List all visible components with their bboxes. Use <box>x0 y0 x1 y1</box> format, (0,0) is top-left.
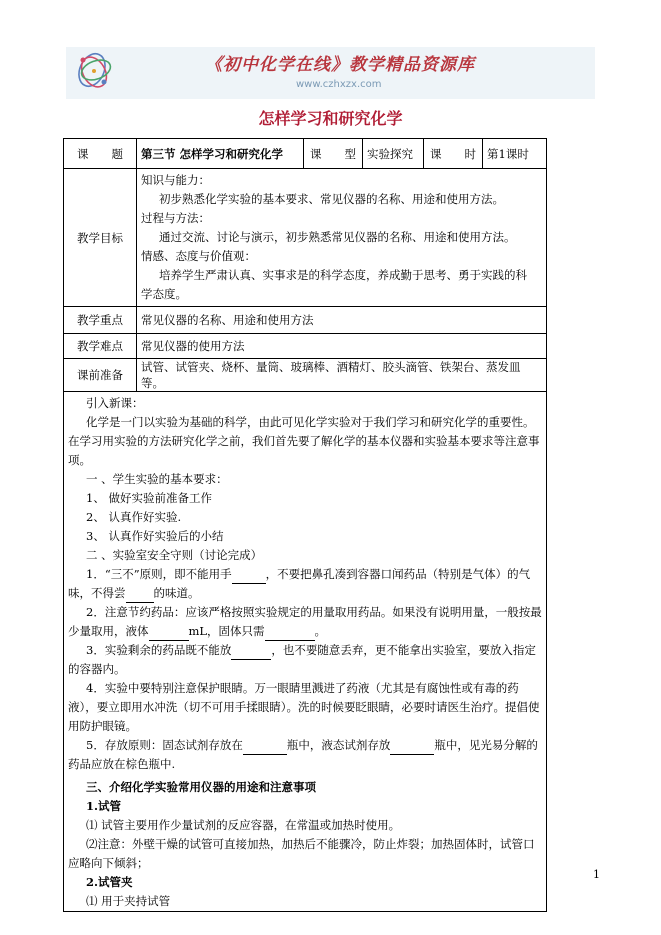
prep-value: 试管、试管夹、烧杯、量筒、玻璃棒、酒精灯、胶头滴管、铁架台、蒸发皿等。 <box>137 359 547 392</box>
section-1-item: 2、 认真作好实验. <box>86 510 182 524</box>
goals-content <box>137 169 547 307</box>
prep-label: 课前准备 <box>64 359 137 392</box>
banner-title: 《初中化学在线》教学精品资源库 <box>205 55 475 75</box>
rule-2: 2．注意节约药品：应该严格按照实验规定的用量取用药品。如果没有说明用量，一般按最少量取用，液体 mL，固体只需 。 <box>68 603 542 641</box>
item-1-line: ⑵注意：外壁干燥的试管可直接加热，加热后不能骤冷，防止炸裂；加热固体时，试管口应略向下倾斜； <box>68 837 535 870</box>
table-row <box>64 139 547 169</box>
section-3-heading: 三、介绍化学实验常用仪器的用途和注意事项 <box>86 780 316 794</box>
document-title: 怎样学习和研究化学 <box>258 109 403 128</box>
goals-line: 初步熟悉化学实验的基本要求、常见仪器的名称、用途和使用方法。 <box>159 192 504 206</box>
page-number: 1 <box>593 868 600 881</box>
lesson-body <box>64 392 547 912</box>
section-1-item: 1、 做好实验前准备工作 <box>86 491 212 505</box>
table-row <box>64 359 547 392</box>
fill-blank[interactable] <box>243 754 287 755</box>
intro-text: 化学是一门以实验为基础的科学，由此可见化学实验对于我们学习和研究化学的重要性。在学习用实验的方法研究化学之前，我们首先要了解化学的基本仪器和实验基本要求等注意事项。 <box>68 415 540 467</box>
goals-label: 教学目标 <box>64 169 137 307</box>
topic-label: 课 题 <box>64 139 137 169</box>
goals-line: 知识与能力： <box>141 173 210 187</box>
item-2-title: 2.试管夹 <box>86 875 133 889</box>
fill-blank[interactable] <box>232 583 266 584</box>
item-2-line: ⑴ 用于夹持试管 <box>86 894 171 908</box>
type-label: 课 型 <box>304 139 363 169</box>
table-row <box>64 169 547 307</box>
goals-line: 过程与方法： <box>141 211 210 225</box>
molecule-logo-icon <box>70 48 130 94</box>
section-1-heading: 一 、学生实验的基本要求： <box>86 472 228 486</box>
difficulty-value: 常见仪器的使用方法 <box>137 334 547 359</box>
topic-value: 第三节 怎样学习和研究化学 <box>137 139 304 169</box>
goals-line: 培养学生严肃认真、实事求是的科学态度，养成勤于思考、勇于实践的科 <box>159 268 527 282</box>
period-label: 课 时 <box>424 139 483 169</box>
section-2-heading: 二 、实验室安全守则（讨论完成） <box>86 548 263 562</box>
type-value: 实验探究 <box>363 139 424 169</box>
table-row <box>64 392 547 912</box>
table-row <box>64 307 547 334</box>
table-row <box>64 334 547 359</box>
fill-blank[interactable] <box>390 754 434 755</box>
intro-title: 引入新课： <box>86 396 144 410</box>
lesson-plan-table <box>63 138 547 912</box>
item-1-line: ⑴ 试管主要用作少量试剂的反应容器，在常温或加热时使用。 <box>86 818 401 832</box>
key-point-value: 常见仪器的名称、用途和使用方法 <box>137 307 547 334</box>
difficulty-label: 教学难点 <box>64 334 137 359</box>
goals-line: 通过交流、讨论与演示，初步熟悉常见仪器的名称、用途和使用方法。 <box>159 230 516 244</box>
rule-1: 1．“三不”原则，即不能用手 ，不要把鼻孔凑到容器口闻药品（特别是气体）的气味，不得尝 的味道。 <box>68 565 542 603</box>
goals-line: 情感、态度与价值观： <box>141 249 256 263</box>
key-point-label: 教学重点 <box>64 307 137 334</box>
section-1-item: 3、 认真作好实验后的小结 <box>86 529 224 543</box>
rule-4: 4．实验中要特别注意保护眼睛。万一眼睛里溅进了药液（尤其是有腐蚀性或有毒的药液），要立即用水冲洗（切不可用手揉眼睛）。洗的时候要眨眼睛，必要时请医生治疗。提倡使用防护眼镜。 <box>68 681 540 733</box>
rule-5: 5．存放原则：固态试剂存放在 瓶中，液态试剂存放 瓶中，见光易分解的药品应放在棕色瓶中. <box>68 738 538 771</box>
banner-url[interactable]: www.czhxzx.com <box>296 79 382 90</box>
item-1-title: 1.试管 <box>86 799 122 813</box>
rule-3: 3．实验剩余的药品既不能放 ，也不要随意丢弃，更不能拿出实验室，要放入指定的容器内。 <box>68 643 536 676</box>
period-value: 第1课时 <box>483 139 547 169</box>
fill-blank[interactable] <box>231 659 271 660</box>
goals-line: 学态度。 <box>141 287 187 301</box>
